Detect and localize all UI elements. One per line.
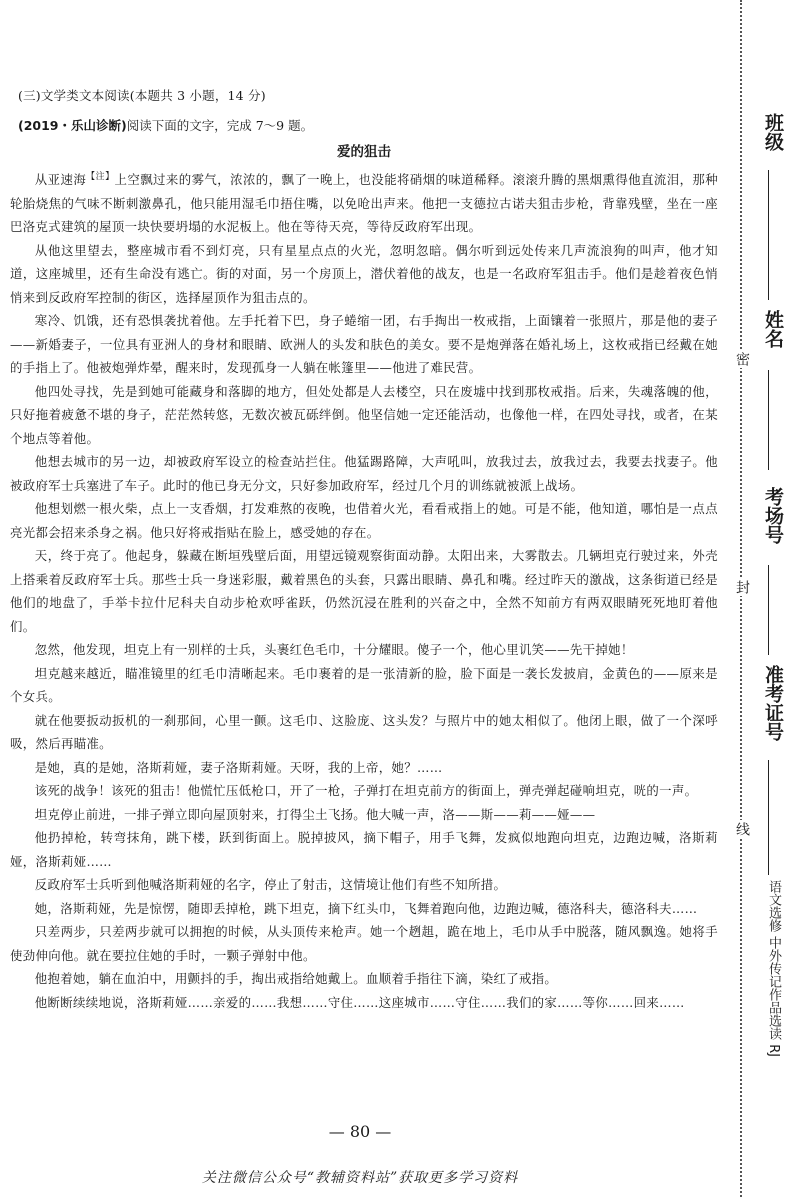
paragraph-text: 就在他要扳动扳机的一刹那间，心里一颤。这毛巾、这脸庞、这头发？与照片中的她太相似了。他闭上眼，做了一个深呼吸，然后再瞄准。 bbox=[10, 712, 718, 752]
article-paragraph bbox=[10, 166, 718, 239]
binding-char-line: 线 bbox=[734, 822, 750, 836]
ticket-number-field-line bbox=[768, 760, 769, 875]
article-paragraph bbox=[10, 309, 718, 380]
paragraph-text: 坦克越来越近，瞄准镜里的红毛巾清晰起来。毛巾裹着的是一张清新的脸，脸下面是一袭长发披肩，金黄色的——原来是个女兵。 bbox=[10, 665, 718, 705]
exam-room-field-line bbox=[768, 565, 769, 655]
article-paragraph bbox=[10, 756, 718, 780]
article-paragraph bbox=[10, 662, 718, 709]
article-paragraph bbox=[10, 497, 718, 544]
paragraph-text: 反政府军士兵听到他喊洛斯莉娅的名字，停止了射击，这情境让他们有些不知所措。 bbox=[34, 877, 507, 893]
paragraph-text: 他扔掉枪，转弯抹角，跳下楼，跃到街面上。脱掉披风，摘下帽子，用手飞舞，发疯似地跑向坦克，边跑边喊，洛斯莉娅，洛斯莉娅…… bbox=[10, 830, 718, 869]
paragraph-text: 从他这里望去，整座城市看不到灯亮，只有星星点点的火光，忽明忽暗。偶尔听到远处传来几声流浪狗的叫声，他才知道，这座城里，还有生命没有逃亡。街的对面，另一个房顶上，潜伏着他的战友，也是一名政府军狙击手。他们是趁着夜色悄悄来到反政府军控制的街区，选择屋顶作为狙击点的。 bbox=[10, 242, 718, 305]
article-paragraph bbox=[10, 709, 718, 756]
article-paragraph bbox=[10, 967, 718, 991]
article-paragraph bbox=[10, 873, 718, 897]
paragraph-text: 忽然，他发现，坦克上有一别样的士兵，头裹红色毛巾，十分耀眼。傻子一个，他心里讥笑——先干掉她！ bbox=[34, 642, 634, 658]
name-field-line bbox=[768, 370, 769, 470]
question-instruction: 阅读下面的文字，完成 7～9 题。 bbox=[126, 118, 314, 133]
article-paragraph bbox=[10, 380, 718, 451]
article-paragraph bbox=[10, 450, 718, 497]
section-heading: (三)文学类文本阅读(本题共 3 小题，14 分) bbox=[18, 88, 266, 103]
class-field-label: 班级 bbox=[762, 113, 784, 151]
question-source bbox=[18, 116, 718, 134]
paragraph-text: 坦克停止前进，一排子弹立即向屋顶射来，打得尘土飞扬。他大喊一声，洛——斯——莉——娅—— bbox=[34, 806, 596, 822]
binding-dotted-border bbox=[740, 0, 742, 1197]
paragraph-text: 他抱着她，躺在血泊中，用颤抖的手，掏出戒指给她戴上。血顺着手指往下滴，染红了戒指。 bbox=[34, 971, 558, 987]
paragraph-text: 该死的战争！该死的狙击！他慌忙压低枪口，开了一枪，子弹打在坦克前方的街面上，弹壳弹起碰响坦克，咣的一声。 bbox=[34, 783, 698, 799]
paragraph-text: 她，洛斯莉娅，先是惊愣，随即丢掉枪，跳下坦克，摘下红头巾，飞舞着跑向他，边跑边喊，德洛科夫，德洛科夫…… bbox=[34, 900, 698, 916]
ticket-number-field-label: 准考证号 bbox=[762, 665, 784, 741]
paragraph-text: 上空飘过来的雾气，浓浓的，飘了一晚上，也没能将硝烟的味道稀释。滚滚升腾的黑烟熏得他直流泪，那种轮胎烧焦的气味不断刺激鼻孔，他只能用湿毛巾捂住嘴，以免呛出声来。他把一支德拉古诺夫狙击步枪，背靠残壁，坐在一座巴洛克式建筑的屋顶一块快要坍塌的水泥板上。他在等待天亮，等待反政府军出现。 bbox=[10, 172, 718, 235]
paragraph-text: 寒冷、饥饿，还有恐惧袭扰着他。左手托着下巴，身子蜷缩一团，右手掏出一枚戒指，上面镶着一张照片，那是他的妻子——新婚妻子，一位具有亚洲人的身材和眼睛、欧洲人的头发和肤色的美女。要不是炮弹落在婚礼场上，这枚戒指已经戴在她的手指上了。他被炮弹炸晕，醒来时，发现孤身一人躺在帐篷里——他进了难民营。 bbox=[10, 313, 718, 376]
article-paragraph bbox=[10, 920, 718, 967]
article-paragraph bbox=[10, 826, 718, 873]
book-title: 语文选修 中外传记作品选读 RJ bbox=[766, 880, 781, 1058]
article-paragraph bbox=[10, 991, 718, 1015]
article-title: 爱的狙击 bbox=[337, 144, 391, 160]
source-tag: (2019・乐山诊断) bbox=[18, 118, 127, 133]
paragraph-text: 只差两步，只差两步就可以拥抱的时候，从头顶传来枪声。她一个趔趄，跪在地上，毛巾从手中脱落，随风飘逸。她将手使劲伸向他。就在要拉住她的手时，一颗子弹射中他。 bbox=[10, 924, 718, 963]
class-field-line bbox=[768, 170, 769, 300]
paragraph-text: 是她，真的是她，洛斯莉娅，妻子洛斯莉娅。天呀，我的上帝，她？…… bbox=[34, 759, 443, 775]
paragraph-text: 他断断续续地说，洛斯莉娅……亲爱的……我想……守住……这座城市……守住……我们的家……等你……回来…… bbox=[34, 994, 685, 1010]
footnote-marker: 【注】 bbox=[86, 172, 115, 182]
article-paragraph bbox=[10, 239, 718, 310]
binding-char-seal-2: 封 bbox=[734, 580, 750, 594]
paragraph-text: 从亚速海 bbox=[34, 172, 87, 188]
page-number: — 80 — bbox=[328, 1122, 392, 1141]
article-paragraph bbox=[10, 779, 718, 803]
footer-note: 关注微信公众号“教辅资料站”获取更多学习资料 bbox=[201, 1170, 519, 1186]
paragraph-text: 天，终于亮了。他起身，躲藏在断垣残壁后面，用望远镜观察街面动静。太阳出来，大雾散去。几辆坦克行驶过来，外壳上搭乘着反政府军士兵。那些士兵一身迷彩服，戴着黑色的头套，只露出眼睛、鼻孔和嘴。经过昨天的激战，这条街道已经是他们的地盘了，手举卡拉什尼科夫自动步枪欢呼雀跃，仍然沉浸在胜利的兴奋之中，全然不知前方有两双眼睛死死地盯着他们。 bbox=[10, 548, 718, 634]
article-paragraph bbox=[10, 897, 718, 921]
article-body bbox=[10, 166, 718, 1014]
paragraph-text: 他四处寻找，先是到她可能藏身和落脚的地方，但处处都是人去楼空，只在废墟中找到那枚戒指。后来，失魂落魄的他，只好拖着疲惫不堪的身子，茫茫然转悠，无数次被瓦砾绊倒。他坚信她一定还能活动，也像他一样，在四处寻找，或者，在某个地点等着他。 bbox=[10, 383, 718, 446]
binding-char-seal: 密 bbox=[734, 352, 750, 366]
name-field-label: 姓名 bbox=[762, 310, 784, 348]
exam-room-field-label: 考场号 bbox=[762, 487, 784, 544]
main-content bbox=[10, 86, 718, 1014]
article-paragraph bbox=[10, 803, 718, 827]
paragraph-text: 他想去城市的另一边，却被政府军设立的检查站拦住。他猛踢路障，大声吼叫，放我过去，放我过去，我要去找妻子。他被政府军士兵塞进了车子。此时的他已身无分文，只好参加政府军，经过几个月的训练就被派上战场。 bbox=[10, 454, 718, 493]
article-paragraph bbox=[10, 638, 718, 662]
paragraph-text: 他想划燃一根火柴，点上一支香烟，打发难熬的夜晚，也借着火光，看看戒指上的她。可是不能，他知道，哪怕是一点点亮光都会招来杀身之祸。他只好将戒指贴在脸上，感受她的存在。 bbox=[10, 501, 718, 540]
article-paragraph bbox=[10, 544, 718, 638]
